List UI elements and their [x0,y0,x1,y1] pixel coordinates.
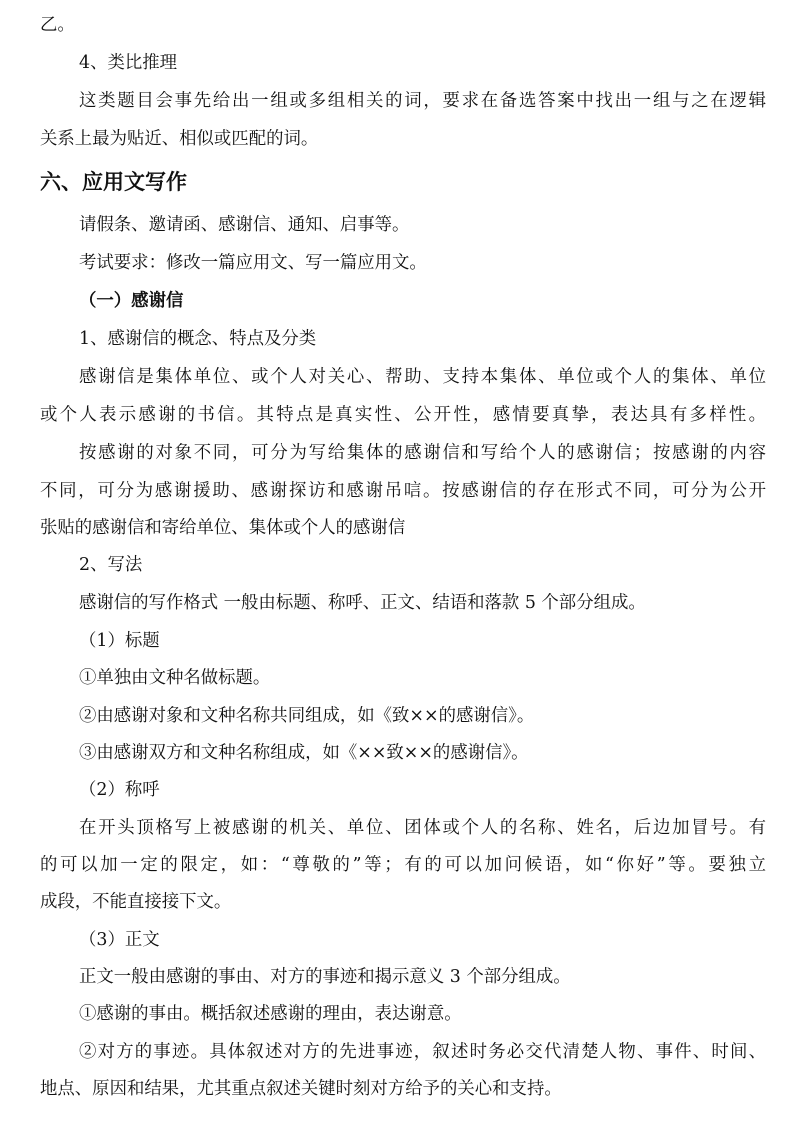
paragraph-line: 按感谢的对象不同，可分为写给集体的感谢信和写给个人的感谢信；按感谢的内容 [79,443,766,463]
paragraph-tail-line: 乙。 [40,15,75,35]
paragraph-line: 感谢信是集体单位、或个人对关心、帮助、支持本集体、单位或个人的集体、单位 [79,367,766,387]
paragraph-line: 感谢信的写作格式 一般由标题、称呼、正文、结语和落款 5 个部分组成。 [79,593,646,613]
subsection-heading: （一）感谢信 [79,291,184,311]
paragraph-line: 正文一般由感谢的事由、对方的事迹和揭示意义 3 个部分组成。 [79,967,571,987]
item-heading-analogy: 4、类比推理 [79,53,178,73]
item-heading: 2、写法 [79,555,143,575]
item-heading: （1）标题 [79,631,160,651]
list-item: ②由感谢对象和文种名称共同组成，如《致××的感谢信》。 [79,706,535,726]
paragraph-line: 考试要求：修改一篇应用文、写一篇应用文。 [79,253,427,273]
item-heading: （3）正文 [79,930,160,950]
paragraph-line: 不同，可分为感谢援助、感谢探访和感谢吊唁。按感谢信的存在形式不同，可分为公开 [40,481,766,501]
paragraph-line: 或个人表示感谢的书信。其特点是真实性、公开性，感情要真挚，表达具有多样性。 [40,405,766,425]
list-item: ②对方的事迹。具体叙述对方的先进事迹，叙述时务必交代清楚人物、事件、时间、 [79,1042,766,1062]
paragraph-line: 张贴的感谢信和寄给单位、集体或个人的感谢信 [40,518,406,538]
paragraph-line: 成段，不能直接接下文。 [40,892,232,912]
item-heading: （2）称呼 [79,780,160,800]
paragraph-line: 的可以加一定的限定，如：“尊敬的”等；有的可以加问候语，如“你好”等。要独立 [40,855,766,875]
paragraph-line: 关系上最为贴近、相似或匹配的词。 [40,129,319,149]
paragraph-line: 请假条、邀请函、感谢信、通知、启事等。 [79,215,410,235]
section-heading: 六、应用文写作 [40,170,187,194]
list-item: ①单独由文种名做标题。 [79,668,271,688]
list-item: ③由感谢双方和文种名称组成，如《××致××的感谢信》。 [79,743,529,763]
paragraph-line: 这类题目会事先给出一组或多组相关的词，要求在备选答案中找出一组与之在逻辑 [79,91,766,111]
list-item: ①感谢的事由。概括叙述感谢的理由，表达谢意。 [79,1004,462,1024]
item-heading: 1、感谢信的概念、特点及分类 [79,329,317,349]
paragraph-line: 在开头顶格写上被感谢的机关、单位、团体或个人的名称、姓名，后边加冒号。有 [79,818,766,838]
paragraph-line: 地点、原因和结果，尤其重点叙述关键时刻对方给予的关心和支持。 [40,1079,562,1099]
